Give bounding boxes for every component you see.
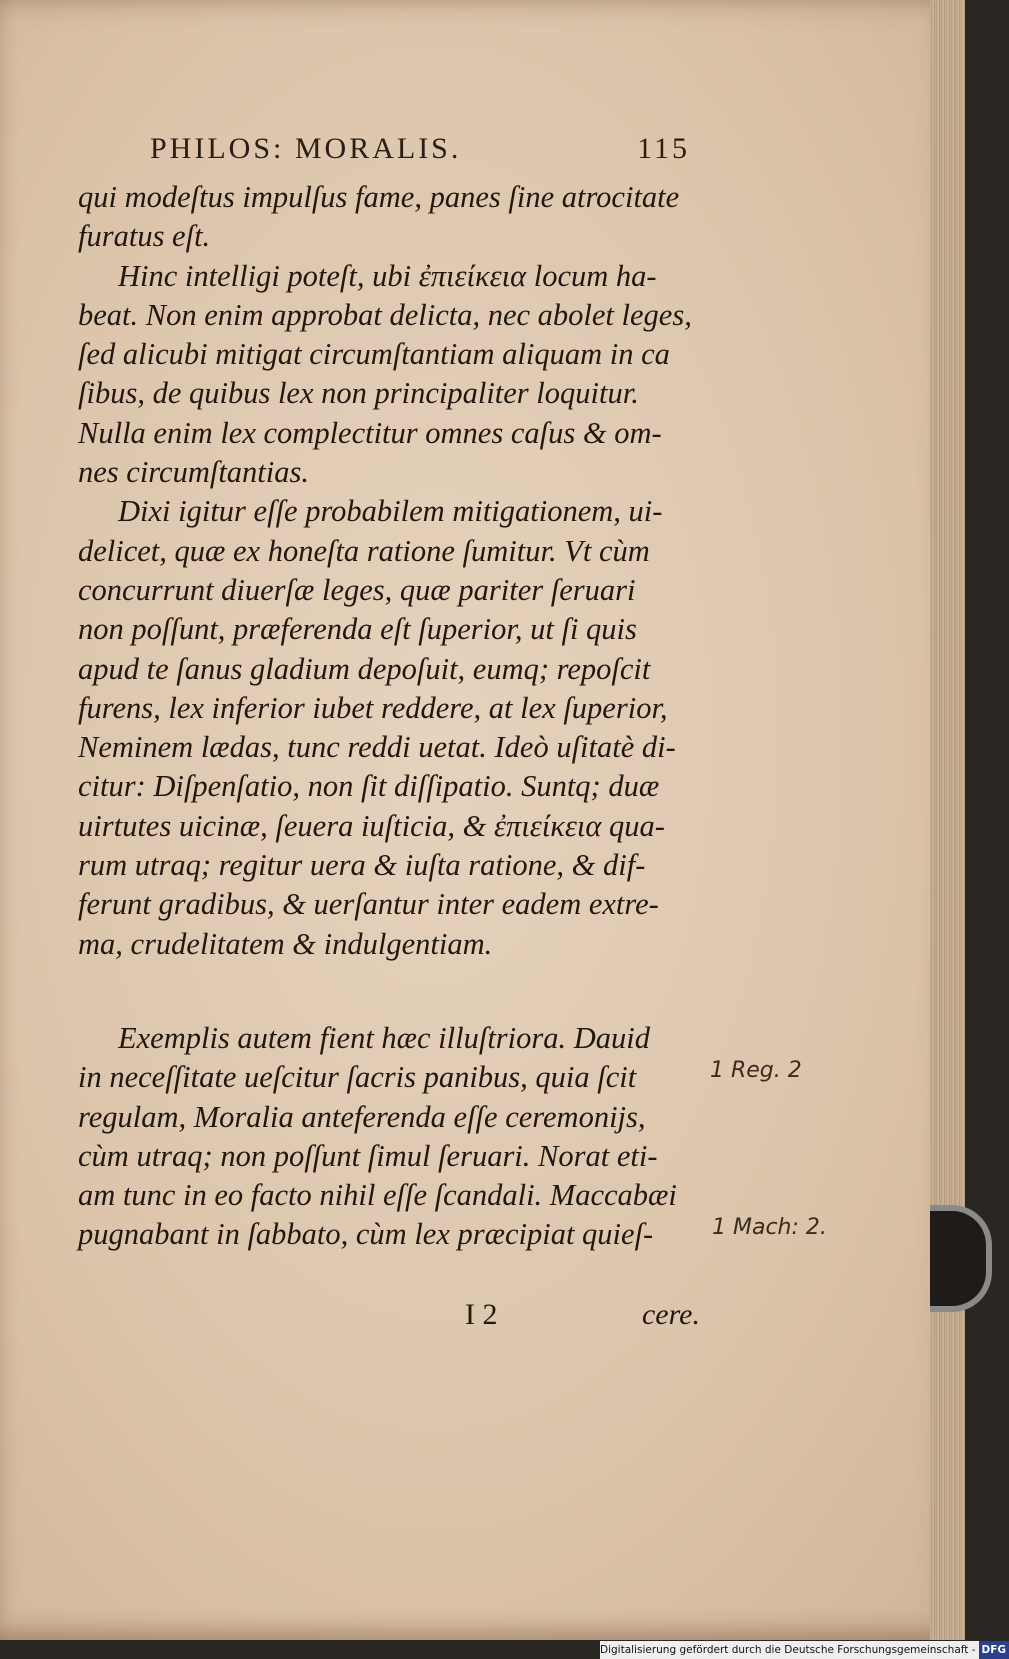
text-line: rum utraq; regitur uera & iuſta ratione, & dif- — [78, 848, 646, 883]
dfg-logo: DFG — [979, 1641, 1009, 1659]
signature-mark: I 2 — [465, 1298, 498, 1331]
running-head — [150, 132, 690, 172]
text-line: ſibus, de quibus lex non principaliter loquitur. — [78, 376, 639, 411]
text-line: non poſſunt, præferenda eſt ſuperior, ut ſi quis — [78, 612, 637, 647]
text-line: delicet, quæ ex honeſta ratione ſumitur. Vt cùm — [78, 533, 650, 568]
page-number: 115 — [637, 132, 690, 165]
text-line: citur: Diſpenſatio, non ſit diſſipatio. Suntq; duæ — [78, 769, 660, 804]
text-line: cùm utraq; non poſſunt ſimul ſeruari. Norat eti- — [78, 1138, 658, 1173]
body-text — [78, 178, 698, 1255]
digitization-credit — [600, 1641, 1007, 1659]
text-line: am tunc in eo facto nihil eſſe ſcandali. Maccabæi — [78, 1178, 677, 1213]
text-line: ferunt gradibus, & uerſantur inter eadem extre- — [78, 887, 659, 922]
text-line: in neceſſitate ueſcitur ſacris panibus, quia ſcit — [78, 1060, 637, 1095]
page-edges — [930, 0, 965, 1640]
text-line: Dixi igitur eſſe probabilem mitigationem, ui- — [118, 494, 663, 529]
running-title: PHILOS: MORALIS. — [150, 132, 462, 165]
credit-text: Digitalisierung gefördert durch die Deutsche Forschungsgemeinschaft - — [600, 1644, 976, 1656]
text-line: concurrunt diuerſæ leges, quæ pariter ſeruari — [78, 572, 636, 607]
marginal-note: 1 Mach: 2. — [712, 1215, 827, 1240]
paragraph-gap — [78, 964, 698, 1019]
text-line: nes circumſtantias. — [78, 455, 309, 490]
marginal-note: 1 Reg. 2 — [710, 1058, 802, 1083]
text-line: Neminem lædas, tunc reddi uetat. Ideò uſitatè di- — [78, 730, 676, 765]
text-line: pugnabant in ſabbato, cùm lex præcipiat quieſ- — [78, 1217, 654, 1252]
text-line: ma, crudelitatem & indulgentiam. — [78, 926, 493, 961]
text-line: uirtutes uicinæ, ſeuera iuſticia, & ἐπιείκεια qua- — [78, 808, 665, 843]
text-line: qui modeſtus impulſus fame, panes ſine atrocitate — [78, 180, 680, 214]
text-line: beat. Non enim approbat delicta, nec abolet leges, — [78, 297, 692, 332]
page-clip — [930, 1205, 992, 1312]
text-line: Exemplis autem fient hæc illuſtriora. Dauid — [118, 1020, 651, 1055]
text-line: Nulla enim lex complectitur omnes caſus & om- — [78, 415, 662, 450]
text-line: furatus eſt. — [78, 219, 211, 254]
text-line: regulam, Moralia anteferenda eſſe ceremonijs, — [78, 1099, 646, 1134]
catchline — [80, 1298, 700, 1338]
text-line: apud te ſanus gladium depoſuit, eumq; repoſcit — [78, 651, 651, 686]
text-line: ſed alicubi mitigat circumſtantiam aliquam in ca — [78, 337, 670, 372]
text-line: furens, lex inferior iubet reddere, at lex ſuperior, — [78, 690, 668, 725]
catchword: cere. — [641, 1298, 700, 1331]
text-line: Hinc intelligi poteſt, ubi ἐπιείκεια locum ha- — [118, 258, 657, 293]
